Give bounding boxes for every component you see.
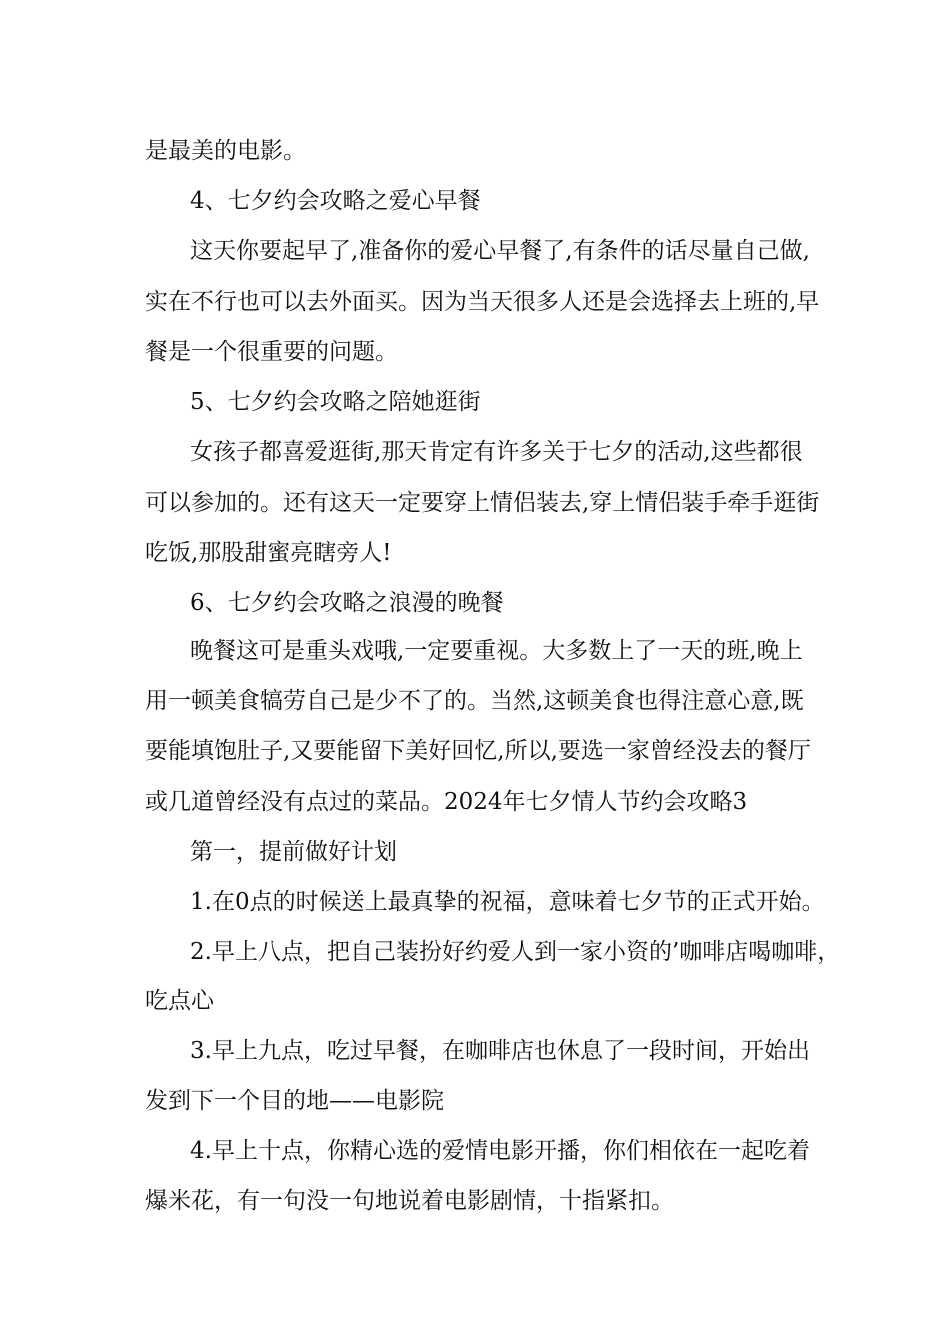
text-line-4: 实在不行也可以去外面买。因为当天很多人还是会选择去上班的,早 [145, 289, 820, 315]
heading-shopping: 5、七夕约会攻略之陪她逛街 [190, 389, 481, 415]
text-line-8: 可以参加的。还有这天一定要穿上情侣装去,穿上情侣装手牵手逛街 [145, 490, 820, 516]
text-line-5: 餐是一个很重要的问题。 [145, 339, 398, 365]
text-line-17: 2.早上八点，把自己装扮好约爱人到一家小资的’咖啡店喝咖啡， [190, 939, 841, 965]
text-line-11: 晚餐这可是重头戏哦,一定要重视。大多数上了一天的班,晚上 [190, 638, 803, 664]
text-line-1: 是最美的电影。 [145, 138, 306, 164]
text-line-18: 吃点心 [145, 988, 214, 1014]
heading-plan: 第一，提前做好计划 [190, 839, 397, 865]
text-line-3: 这天你要起早了,准备你的爱心早餐了,有条件的话尽量自己做, [190, 238, 810, 264]
text-line-19: 3.早上九点，吃过早餐，在咖啡店也休息了一段时间，开始出 [190, 1038, 810, 1064]
text-line-9: 吃饭,那股甜蜜亮瞎旁人! [145, 540, 392, 566]
text-line-22: 爆米花，有一句没一句地说着电影剧情，十指紧扣。 [145, 1188, 674, 1214]
heading-dinner: 6、七夕约会攻略之浪漫的晚餐 [190, 590, 504, 616]
text-line-20: 发到下一个目的地——电影院 [145, 1088, 444, 1114]
text-line-21: 4.早上十点，你精心选的爱情电影开播，你们相依在一起吃着 [190, 1138, 810, 1164]
text-line-7: 女孩子都喜爱逛街,那天肯定有许多关于七夕的活动,这些都很 [190, 439, 803, 465]
text-line-13: 要能填饱肚子,又要能留下美好回忆,所以,要选一家曾经没去的餐厅 [145, 738, 811, 764]
text-line-14: 或几道曾经没有点过的菜品。2024年七夕情人节约会攻略3 [145, 789, 748, 815]
heading-breakfast: 4、七夕约会攻略之爱心早餐 [190, 188, 481, 214]
text-line-16: 1.在0点的时候送上最真挚的祝福，意味着七夕节的正式开始。 [190, 889, 825, 915]
text-line-12: 用一顿美食犒劳自己是少不了的。当然,这顿美食也得注意心意,既 [145, 688, 804, 714]
